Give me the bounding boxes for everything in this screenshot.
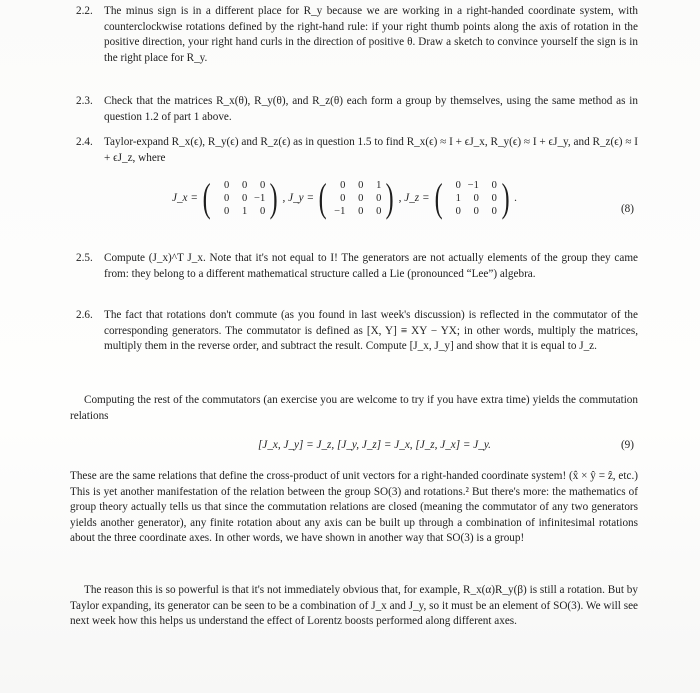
matrix-entry: 0 — [241, 192, 248, 204]
right-paren: ) — [501, 175, 510, 220]
matrix-entry: 0 — [455, 179, 461, 191]
jz-cells — [445, 179, 499, 218]
right-paren: ) — [385, 175, 394, 220]
problem-2-6 — [76, 308, 638, 355]
problem-text: The fact that rotations don't commute (as you found in last week's discussion) is reflected in the commutator of the corresponding generators. The commutator is defined as [X, Y] ≡ XY − YX; in other words, multiply the matrices, multiply them in the reverse order, and subtract the result. Compute [J_x, J_y] and show that it is equal to J_z. — [104, 309, 638, 353]
paragraph-cross-product: These are the same relations that define the cross-product of unit vectors for a right-handed coordinate system! (x̂ × ŷ = ẑ, etc.) This is yet another manifestation of the relation between the group SO(3) and rotations.² But there's more: the mathematics of group theory actually tells us that since the commutation relations are closed (meaning the commutator of any two generators yields another generator), any finite rotation about any axis can be built up through a combination of infinitesimal rotations about the three coordinate axes. In other words, we have shown in another way that SO(3) is a group! — [70, 470, 638, 545]
matrix-entry: −1 — [467, 179, 479, 191]
jz-matrix — [432, 175, 513, 220]
left-paren: ( — [202, 175, 211, 220]
generator-matrices — [172, 175, 517, 220]
matrix-entry: 0 — [259, 205, 266, 217]
matrix-entry: 0 — [473, 205, 479, 217]
problem-2-3 — [76, 94, 638, 125]
matrix-entry: 0 — [340, 179, 346, 191]
equation-number-9: (9) — [620, 439, 634, 451]
problem-number: 2.5. — [76, 252, 93, 264]
problem-2-5 — [76, 251, 638, 282]
matrix-entry: 0 — [358, 192, 364, 204]
matrix-entry: 0 — [473, 192, 479, 204]
matrix-entry: −1 — [254, 192, 266, 204]
matrix-entry: 0 — [223, 179, 230, 191]
matrix-entry: 0 — [241, 179, 248, 191]
right-paren: ) — [269, 175, 278, 220]
commutation-relations: [J_x, J_y] = J_z, [J_y, J_z] = J_x, [J_z, J_x] = J_y. — [258, 439, 491, 451]
problem-text: Taylor-expand R_x(ϵ), R_y(ϵ) and R_z(ϵ) as in question 1.5 to find R_x(ϵ) ≈ I + ϵJ_x, R_y(ϵ) ≈ I + ϵJ_y, and R_z(ϵ) ≈ I + ϵJ_z, where — [104, 136, 638, 164]
problem-text: Compute (J_x)^T J_x. Note that it's not equal to I! The generators are not actually elements of the group they came from: they belong to a different mathematical structure called a Lie (pronounced “Lee”) algebra. — [104, 252, 638, 280]
problem-number: 2.3. — [76, 95, 93, 107]
jy-label: , J_y = — [282, 192, 314, 204]
matrix-entry: 0 — [223, 192, 230, 204]
problem-number: 2.4. — [76, 136, 93, 148]
problem-2-4 — [76, 135, 638, 166]
matrix-entry: 1 — [241, 205, 248, 217]
problem-text: The minus sign is in a different place for R_y because we are working in a right-handed coordinate system, with counterclockwise rotations defined by the right-hand rule: if your right thumb points along the axis of rotation in the positive direction, your right hand curls in the direction of positive θ. Draw a sketch to convince yourself the sign is in the right place for R_y. — [104, 5, 638, 64]
problem-text: Check that the matrices R_x(θ), R_y(θ), and R_z(θ) each form a group by themselves, using the same method as in question 1.2 of part 1 above. — [104, 95, 638, 123]
matrix-entry: 1 — [455, 192, 461, 204]
equation-number-8: (8) — [620, 203, 634, 215]
matrix-entry: 0 — [340, 192, 346, 204]
left-paren: ( — [434, 175, 443, 220]
matrix-entry: 0 — [376, 205, 382, 217]
matrix-entry: 0 — [259, 179, 266, 191]
matrix-entry: 0 — [491, 205, 497, 217]
left-paren: ( — [318, 175, 327, 220]
matrix-entry: 0 — [223, 205, 230, 217]
matrix-entry: −1 — [334, 205, 346, 217]
jx-cells — [213, 179, 267, 218]
jz-label: , J_z = — [398, 192, 430, 204]
problem-2-2 — [76, 4, 638, 66]
paragraph-reason: The reason this is so powerful is that it's not immediately obvious that, for example, R_x(α)R_y(β) is still a rotation. But by Taylor expanding, its generator can be seen to be a combination of J_x and J_y, so it must be an element of SO(3). We will see next week how this helps us understand the effect of Lorentz boosts performed along different axes. — [70, 584, 638, 628]
problem-number: 2.2. — [76, 5, 93, 17]
matrix-entry: 0 — [376, 192, 382, 204]
matrix-entry: 0 — [358, 205, 364, 217]
matrix-entry: 0 — [491, 179, 497, 191]
matrix-entry: 0 — [455, 205, 461, 217]
matrix-entry: 0 — [358, 179, 364, 191]
matrix-entry: 1 — [376, 179, 382, 191]
jx-label: J_x = — [172, 192, 198, 204]
jy-matrix — [316, 175, 397, 220]
problem-number: 2.6. — [76, 309, 93, 321]
matrix-end-period: . — [514, 192, 517, 204]
jy-cells — [329, 179, 383, 218]
paragraph-commutators: Computing the rest of the commutators (an exercise you are welcome to try if you have extra time) yields the commutation relations — [70, 394, 638, 422]
matrix-entry: 0 — [491, 192, 497, 204]
jx-matrix — [200, 175, 281, 220]
